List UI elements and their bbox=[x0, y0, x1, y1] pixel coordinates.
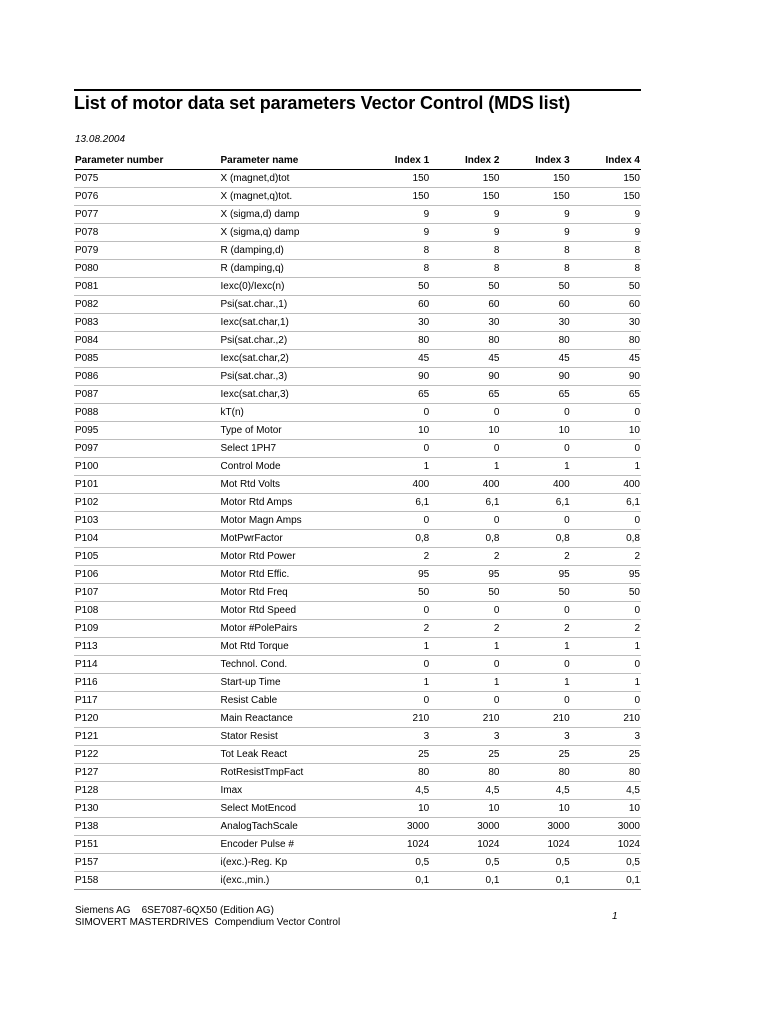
index-3-cell: 2 bbox=[500, 620, 570, 638]
parameter-number-cell: P138 bbox=[74, 818, 220, 836]
index-1-cell: 9 bbox=[360, 206, 430, 224]
parameter-number-cell: P084 bbox=[74, 332, 220, 350]
index-3-cell: 45 bbox=[500, 350, 570, 368]
index-1-cell: 3 bbox=[360, 728, 430, 746]
index-4-cell: 9 bbox=[571, 224, 641, 242]
index-1-cell: 50 bbox=[360, 278, 430, 296]
index-4-cell: 45 bbox=[571, 350, 641, 368]
index-4-cell: 1 bbox=[571, 458, 641, 476]
parameter-name-cell: Motor #PolePairs bbox=[220, 620, 360, 638]
index-3-cell: 1 bbox=[500, 458, 570, 476]
footer-line-1 bbox=[75, 905, 340, 917]
parameter-name-cell: AnalogTachScale bbox=[220, 818, 360, 836]
header-rule bbox=[74, 89, 641, 91]
parameter-number-cell: P158 bbox=[74, 872, 220, 890]
index-2-cell: 210 bbox=[430, 710, 500, 728]
table-row bbox=[74, 188, 641, 206]
index-1-cell: 80 bbox=[360, 332, 430, 350]
parameter-table bbox=[74, 151, 641, 890]
index-1-cell: 3000 bbox=[360, 818, 430, 836]
index-4-cell: 150 bbox=[571, 188, 641, 206]
table-row bbox=[74, 278, 641, 296]
parameter-number-cell: P117 bbox=[74, 692, 220, 710]
index-3-cell: 80 bbox=[500, 764, 570, 782]
index-1-cell: 1 bbox=[360, 458, 430, 476]
index-1-cell: 0,8 bbox=[360, 530, 430, 548]
parameter-name-cell: Motor Rtd Speed bbox=[220, 602, 360, 620]
parameter-number-cell: P130 bbox=[74, 800, 220, 818]
parameter-number-cell: P085 bbox=[74, 350, 220, 368]
index-1-cell: 1 bbox=[360, 638, 430, 656]
index-4-cell: 0 bbox=[571, 656, 641, 674]
parameter-number-cell: P114 bbox=[74, 656, 220, 674]
parameter-name-cell: Imax bbox=[220, 782, 360, 800]
index-3-cell: 3 bbox=[500, 728, 570, 746]
table-row bbox=[74, 818, 641, 836]
parameter-number-cell: P075 bbox=[74, 170, 220, 188]
index-3-cell: 0 bbox=[500, 404, 570, 422]
index-2-cell: 0,5 bbox=[430, 854, 500, 872]
index-4-cell: 3 bbox=[571, 728, 641, 746]
table-row bbox=[74, 764, 641, 782]
index-1-cell: 210 bbox=[360, 710, 430, 728]
parameter-name-cell: Motor Rtd Amps bbox=[220, 494, 360, 512]
parameter-name-cell: Psi(sat.char.,1) bbox=[220, 296, 360, 314]
table-row bbox=[74, 368, 641, 386]
parameter-number-cell: P077 bbox=[74, 206, 220, 224]
table-row bbox=[74, 548, 641, 566]
index-2-cell: 150 bbox=[430, 188, 500, 206]
table-row bbox=[74, 350, 641, 368]
index-2-cell: 0 bbox=[430, 512, 500, 530]
index-2-cell: 8 bbox=[430, 242, 500, 260]
index-2-cell: 10 bbox=[430, 422, 500, 440]
table-row bbox=[74, 170, 641, 188]
index-2-cell: 50 bbox=[430, 584, 500, 602]
index-4-cell: 8 bbox=[571, 242, 641, 260]
index-4-cell: 0,1 bbox=[571, 872, 641, 890]
index-4-cell: 95 bbox=[571, 566, 641, 584]
table-row bbox=[74, 494, 641, 512]
index-2-cell: 1 bbox=[430, 674, 500, 692]
index-1-cell: 25 bbox=[360, 746, 430, 764]
index-4-cell: 210 bbox=[571, 710, 641, 728]
table-row bbox=[74, 206, 641, 224]
index-1-cell: 80 bbox=[360, 764, 430, 782]
table-header-row bbox=[74, 151, 641, 170]
parameter-name-cell: Main Reactance bbox=[220, 710, 360, 728]
footer-order-number: 6SE7087-6QX50 (Edition AG) bbox=[141, 905, 274, 916]
index-3-cell: 8 bbox=[500, 242, 570, 260]
index-1-cell: 0,5 bbox=[360, 854, 430, 872]
footer-line-2 bbox=[75, 917, 340, 929]
parameter-name-cell: Select MotEncod bbox=[220, 800, 360, 818]
table-row bbox=[74, 260, 641, 278]
parameter-name-cell: kT(n) bbox=[220, 404, 360, 422]
index-2-cell: 65 bbox=[430, 386, 500, 404]
index-4-cell: 1 bbox=[571, 638, 641, 656]
column-header-index-3: Index 3 bbox=[500, 151, 570, 170]
parameter-name-cell: RotResistTmpFact bbox=[220, 764, 360, 782]
table-row bbox=[74, 692, 641, 710]
parameter-number-cell: P086 bbox=[74, 368, 220, 386]
index-4-cell: 50 bbox=[571, 584, 641, 602]
parameter-name-cell: Iexc(sat.char,3) bbox=[220, 386, 360, 404]
parameter-number-cell: P080 bbox=[74, 260, 220, 278]
index-4-cell: 400 bbox=[571, 476, 641, 494]
parameter-number-cell: P107 bbox=[74, 584, 220, 602]
index-3-cell: 0 bbox=[500, 656, 570, 674]
index-2-cell: 60 bbox=[430, 296, 500, 314]
parameter-name-cell: X (magnet,d)tot bbox=[220, 170, 360, 188]
index-3-cell: 10 bbox=[500, 422, 570, 440]
parameter-name-cell: X (sigma,q) damp bbox=[220, 224, 360, 242]
parameter-number-cell: P081 bbox=[74, 278, 220, 296]
index-1-cell: 2 bbox=[360, 620, 430, 638]
index-4-cell: 6,1 bbox=[571, 494, 641, 512]
index-4-cell: 0 bbox=[571, 512, 641, 530]
index-3-cell: 0 bbox=[500, 512, 570, 530]
footer-company: Siemens AG bbox=[75, 905, 131, 916]
index-2-cell: 25 bbox=[430, 746, 500, 764]
index-3-cell: 4,5 bbox=[500, 782, 570, 800]
parameter-number-cell: P157 bbox=[74, 854, 220, 872]
table-row bbox=[74, 422, 641, 440]
index-4-cell: 25 bbox=[571, 746, 641, 764]
index-3-cell: 150 bbox=[500, 170, 570, 188]
parameter-name-cell: MotPwrFactor bbox=[220, 530, 360, 548]
parameter-number-cell: P128 bbox=[74, 782, 220, 800]
index-3-cell: 8 bbox=[500, 260, 570, 278]
index-3-cell: 9 bbox=[500, 224, 570, 242]
parameter-number-cell: P109 bbox=[74, 620, 220, 638]
parameter-number-cell: P120 bbox=[74, 710, 220, 728]
parameter-name-cell: Motor Rtd Power bbox=[220, 548, 360, 566]
parameter-number-cell: P088 bbox=[74, 404, 220, 422]
index-2-cell: 9 bbox=[430, 206, 500, 224]
parameter-name-cell: X (sigma,d) damp bbox=[220, 206, 360, 224]
index-3-cell: 2 bbox=[500, 548, 570, 566]
table-row bbox=[74, 224, 641, 242]
parameter-name-cell: i(exc.)-Reg. Kp bbox=[220, 854, 360, 872]
index-3-cell: 0,1 bbox=[500, 872, 570, 890]
index-2-cell: 80 bbox=[430, 764, 500, 782]
parameter-number-cell: P076 bbox=[74, 188, 220, 206]
parameter-name-cell: Start-up Time bbox=[220, 674, 360, 692]
table-row bbox=[74, 746, 641, 764]
index-1-cell: 2 bbox=[360, 548, 430, 566]
table-row bbox=[74, 800, 641, 818]
parameter-name-cell: i(exc.,min.) bbox=[220, 872, 360, 890]
column-header-index-4: Index 4 bbox=[571, 151, 641, 170]
parameter-name-cell: Iexc(0)/Iexc(n) bbox=[220, 278, 360, 296]
index-1-cell: 95 bbox=[360, 566, 430, 584]
index-4-cell: 10 bbox=[571, 800, 641, 818]
index-1-cell: 10 bbox=[360, 422, 430, 440]
index-3-cell: 50 bbox=[500, 278, 570, 296]
index-3-cell: 1024 bbox=[500, 836, 570, 854]
parameter-number-cell: P116 bbox=[74, 674, 220, 692]
table-row bbox=[74, 404, 641, 422]
parameter-name-cell: R (damping,d) bbox=[220, 242, 360, 260]
index-2-cell: 8 bbox=[430, 260, 500, 278]
column-header-index-2: Index 2 bbox=[430, 151, 500, 170]
index-3-cell: 9 bbox=[500, 206, 570, 224]
index-2-cell: 9 bbox=[430, 224, 500, 242]
parameter-name-cell: Stator Resist bbox=[220, 728, 360, 746]
parameter-number-cell: P122 bbox=[74, 746, 220, 764]
index-3-cell: 25 bbox=[500, 746, 570, 764]
parameter-number-cell: P103 bbox=[74, 512, 220, 530]
table-row bbox=[74, 296, 641, 314]
page-title: List of motor data set parameters Vector Control (MDS list) bbox=[74, 93, 571, 113]
parameter-number-cell: P113 bbox=[74, 638, 220, 656]
index-2-cell: 3 bbox=[430, 728, 500, 746]
table-row bbox=[74, 386, 641, 404]
document-date: 13.08.2004 bbox=[75, 134, 126, 145]
index-3-cell: 210 bbox=[500, 710, 570, 728]
index-2-cell: 1 bbox=[430, 638, 500, 656]
index-4-cell: 80 bbox=[571, 764, 641, 782]
index-2-cell: 0,1 bbox=[430, 872, 500, 890]
parameter-number-cell: P082 bbox=[74, 296, 220, 314]
parameter-name-cell: R (damping,q) bbox=[220, 260, 360, 278]
parameter-name-cell: Psi(sat.char.,3) bbox=[220, 368, 360, 386]
index-1-cell: 150 bbox=[360, 170, 430, 188]
index-1-cell: 45 bbox=[360, 350, 430, 368]
index-1-cell: 8 bbox=[360, 242, 430, 260]
parameter-name-cell: Motor Rtd Freq bbox=[220, 584, 360, 602]
parameter-name-cell: Iexc(sat.char,1) bbox=[220, 314, 360, 332]
index-4-cell: 0 bbox=[571, 602, 641, 620]
table-row bbox=[74, 332, 641, 350]
index-4-cell: 10 bbox=[571, 422, 641, 440]
index-1-cell: 1024 bbox=[360, 836, 430, 854]
index-4-cell: 60 bbox=[571, 296, 641, 314]
parameter-name-cell: X (magnet,q)tot. bbox=[220, 188, 360, 206]
parameter-number-cell: P151 bbox=[74, 836, 220, 854]
index-4-cell: 1024 bbox=[571, 836, 641, 854]
footer-document: Compendium Vector Control bbox=[214, 917, 341, 928]
index-1-cell: 6,1 bbox=[360, 494, 430, 512]
index-4-cell: 3000 bbox=[571, 818, 641, 836]
index-1-cell: 0 bbox=[360, 440, 430, 458]
index-4-cell: 65 bbox=[571, 386, 641, 404]
table-row bbox=[74, 836, 641, 854]
parameter-name-cell: Mot Rtd Torque bbox=[220, 638, 360, 656]
index-4-cell: 4,5 bbox=[571, 782, 641, 800]
index-3-cell: 65 bbox=[500, 386, 570, 404]
index-4-cell: 0,8 bbox=[571, 530, 641, 548]
index-3-cell: 30 bbox=[500, 314, 570, 332]
column-header-index-1: Index 1 bbox=[360, 151, 430, 170]
table-row bbox=[74, 638, 641, 656]
table-row bbox=[74, 782, 641, 800]
index-3-cell: 400 bbox=[500, 476, 570, 494]
parameter-name-cell: Mot Rtd Volts bbox=[220, 476, 360, 494]
index-3-cell: 6,1 bbox=[500, 494, 570, 512]
parameter-number-cell: P079 bbox=[74, 242, 220, 260]
parameter-number-cell: P101 bbox=[74, 476, 220, 494]
index-4-cell: 9 bbox=[571, 206, 641, 224]
index-1-cell: 8 bbox=[360, 260, 430, 278]
footer bbox=[75, 905, 340, 929]
table-row bbox=[74, 458, 641, 476]
table-row bbox=[74, 242, 641, 260]
index-1-cell: 60 bbox=[360, 296, 430, 314]
index-2-cell: 95 bbox=[430, 566, 500, 584]
index-3-cell: 3000 bbox=[500, 818, 570, 836]
index-2-cell: 0 bbox=[430, 602, 500, 620]
index-4-cell: 8 bbox=[571, 260, 641, 278]
index-2-cell: 3000 bbox=[430, 818, 500, 836]
index-2-cell: 2 bbox=[430, 548, 500, 566]
index-2-cell: 0 bbox=[430, 656, 500, 674]
parameter-number-cell: P087 bbox=[74, 386, 220, 404]
index-4-cell: 30 bbox=[571, 314, 641, 332]
page-number: 1 bbox=[612, 911, 618, 922]
index-2-cell: 0 bbox=[430, 440, 500, 458]
index-2-cell: 45 bbox=[430, 350, 500, 368]
index-1-cell: 0 bbox=[360, 602, 430, 620]
table-row bbox=[74, 440, 641, 458]
index-2-cell: 6,1 bbox=[430, 494, 500, 512]
parameter-number-cell: P104 bbox=[74, 530, 220, 548]
index-4-cell: 90 bbox=[571, 368, 641, 386]
parameter-number-cell: P102 bbox=[74, 494, 220, 512]
index-1-cell: 4,5 bbox=[360, 782, 430, 800]
parameter-number-cell: P105 bbox=[74, 548, 220, 566]
table-row bbox=[74, 512, 641, 530]
index-2-cell: 50 bbox=[430, 278, 500, 296]
parameter-name-cell: Motor Rtd Effic. bbox=[220, 566, 360, 584]
column-header-parameter-number: Parameter number bbox=[74, 151, 220, 170]
index-2-cell: 0 bbox=[430, 692, 500, 710]
column-header-parameter-name: Parameter name bbox=[220, 151, 360, 170]
index-3-cell: 80 bbox=[500, 332, 570, 350]
index-2-cell: 10 bbox=[430, 800, 500, 818]
index-1-cell: 0 bbox=[360, 656, 430, 674]
index-3-cell: 50 bbox=[500, 584, 570, 602]
index-2-cell: 80 bbox=[430, 332, 500, 350]
index-1-cell: 50 bbox=[360, 584, 430, 602]
index-1-cell: 150 bbox=[360, 188, 430, 206]
parameter-name-cell: Tot Leak React bbox=[220, 746, 360, 764]
table-row bbox=[74, 620, 641, 638]
parameter-number-cell: P121 bbox=[74, 728, 220, 746]
parameter-number-cell: P097 bbox=[74, 440, 220, 458]
parameter-number-cell: P095 bbox=[74, 422, 220, 440]
index-2-cell: 2 bbox=[430, 620, 500, 638]
index-1-cell: 9 bbox=[360, 224, 430, 242]
table-row bbox=[74, 872, 641, 890]
parameter-name-cell: Technol. Cond. bbox=[220, 656, 360, 674]
index-4-cell: 2 bbox=[571, 548, 641, 566]
index-1-cell: 90 bbox=[360, 368, 430, 386]
index-3-cell: 0,5 bbox=[500, 854, 570, 872]
parameter-name-cell: Control Mode bbox=[220, 458, 360, 476]
index-3-cell: 90 bbox=[500, 368, 570, 386]
index-3-cell: 0 bbox=[500, 440, 570, 458]
index-2-cell: 1024 bbox=[430, 836, 500, 854]
index-2-cell: 0 bbox=[430, 404, 500, 422]
parameter-name-cell: Type of Motor bbox=[220, 422, 360, 440]
index-1-cell: 65 bbox=[360, 386, 430, 404]
index-1-cell: 0,1 bbox=[360, 872, 430, 890]
parameter-number-cell: P108 bbox=[74, 602, 220, 620]
index-4-cell: 150 bbox=[571, 170, 641, 188]
index-3-cell: 95 bbox=[500, 566, 570, 584]
index-4-cell: 80 bbox=[571, 332, 641, 350]
index-4-cell: 50 bbox=[571, 278, 641, 296]
parameter-name-cell: Resist Cable bbox=[220, 692, 360, 710]
index-1-cell: 400 bbox=[360, 476, 430, 494]
parameter-name-cell: Psi(sat.char.,2) bbox=[220, 332, 360, 350]
index-2-cell: 150 bbox=[430, 170, 500, 188]
parameter-name-cell: Select 1PH7 bbox=[220, 440, 360, 458]
index-1-cell: 0 bbox=[360, 512, 430, 530]
index-3-cell: 0,8 bbox=[500, 530, 570, 548]
parameter-number-cell: P127 bbox=[74, 764, 220, 782]
index-2-cell: 4,5 bbox=[430, 782, 500, 800]
table-row bbox=[74, 584, 641, 602]
index-3-cell: 1 bbox=[500, 674, 570, 692]
index-3-cell: 150 bbox=[500, 188, 570, 206]
index-3-cell: 1 bbox=[500, 638, 570, 656]
table-row bbox=[74, 710, 641, 728]
index-4-cell: 0 bbox=[571, 440, 641, 458]
index-2-cell: 30 bbox=[430, 314, 500, 332]
index-3-cell: 0 bbox=[500, 692, 570, 710]
index-4-cell: 0 bbox=[571, 404, 641, 422]
index-1-cell: 0 bbox=[360, 404, 430, 422]
parameter-name-cell: Motor Magn Amps bbox=[220, 512, 360, 530]
table-row bbox=[74, 728, 641, 746]
parameter-name-cell: Encoder Pulse # bbox=[220, 836, 360, 854]
index-4-cell: 2 bbox=[571, 620, 641, 638]
index-1-cell: 1 bbox=[360, 674, 430, 692]
index-1-cell: 0 bbox=[360, 692, 430, 710]
index-3-cell: 0 bbox=[500, 602, 570, 620]
index-3-cell: 60 bbox=[500, 296, 570, 314]
table-row bbox=[74, 530, 641, 548]
table-row bbox=[74, 656, 641, 674]
index-4-cell: 1 bbox=[571, 674, 641, 692]
index-2-cell: 90 bbox=[430, 368, 500, 386]
index-2-cell: 0,8 bbox=[430, 530, 500, 548]
footer-product: SIMOVERT MASTERDRIVES bbox=[75, 917, 209, 928]
table-row bbox=[74, 674, 641, 692]
index-1-cell: 30 bbox=[360, 314, 430, 332]
parameter-number-cell: P106 bbox=[74, 566, 220, 584]
index-4-cell: 0,5 bbox=[571, 854, 641, 872]
parameter-number-cell: P078 bbox=[74, 224, 220, 242]
parameter-number-cell: P100 bbox=[74, 458, 220, 476]
index-2-cell: 400 bbox=[430, 476, 500, 494]
table-row bbox=[74, 602, 641, 620]
table-row bbox=[74, 314, 641, 332]
table-row bbox=[74, 854, 641, 872]
table-row bbox=[74, 476, 641, 494]
table-row bbox=[74, 566, 641, 584]
index-4-cell: 0 bbox=[571, 692, 641, 710]
index-1-cell: 10 bbox=[360, 800, 430, 818]
index-3-cell: 10 bbox=[500, 800, 570, 818]
parameter-number-cell: P083 bbox=[74, 314, 220, 332]
index-2-cell: 1 bbox=[430, 458, 500, 476]
parameter-name-cell: Iexc(sat.char,2) bbox=[220, 350, 360, 368]
